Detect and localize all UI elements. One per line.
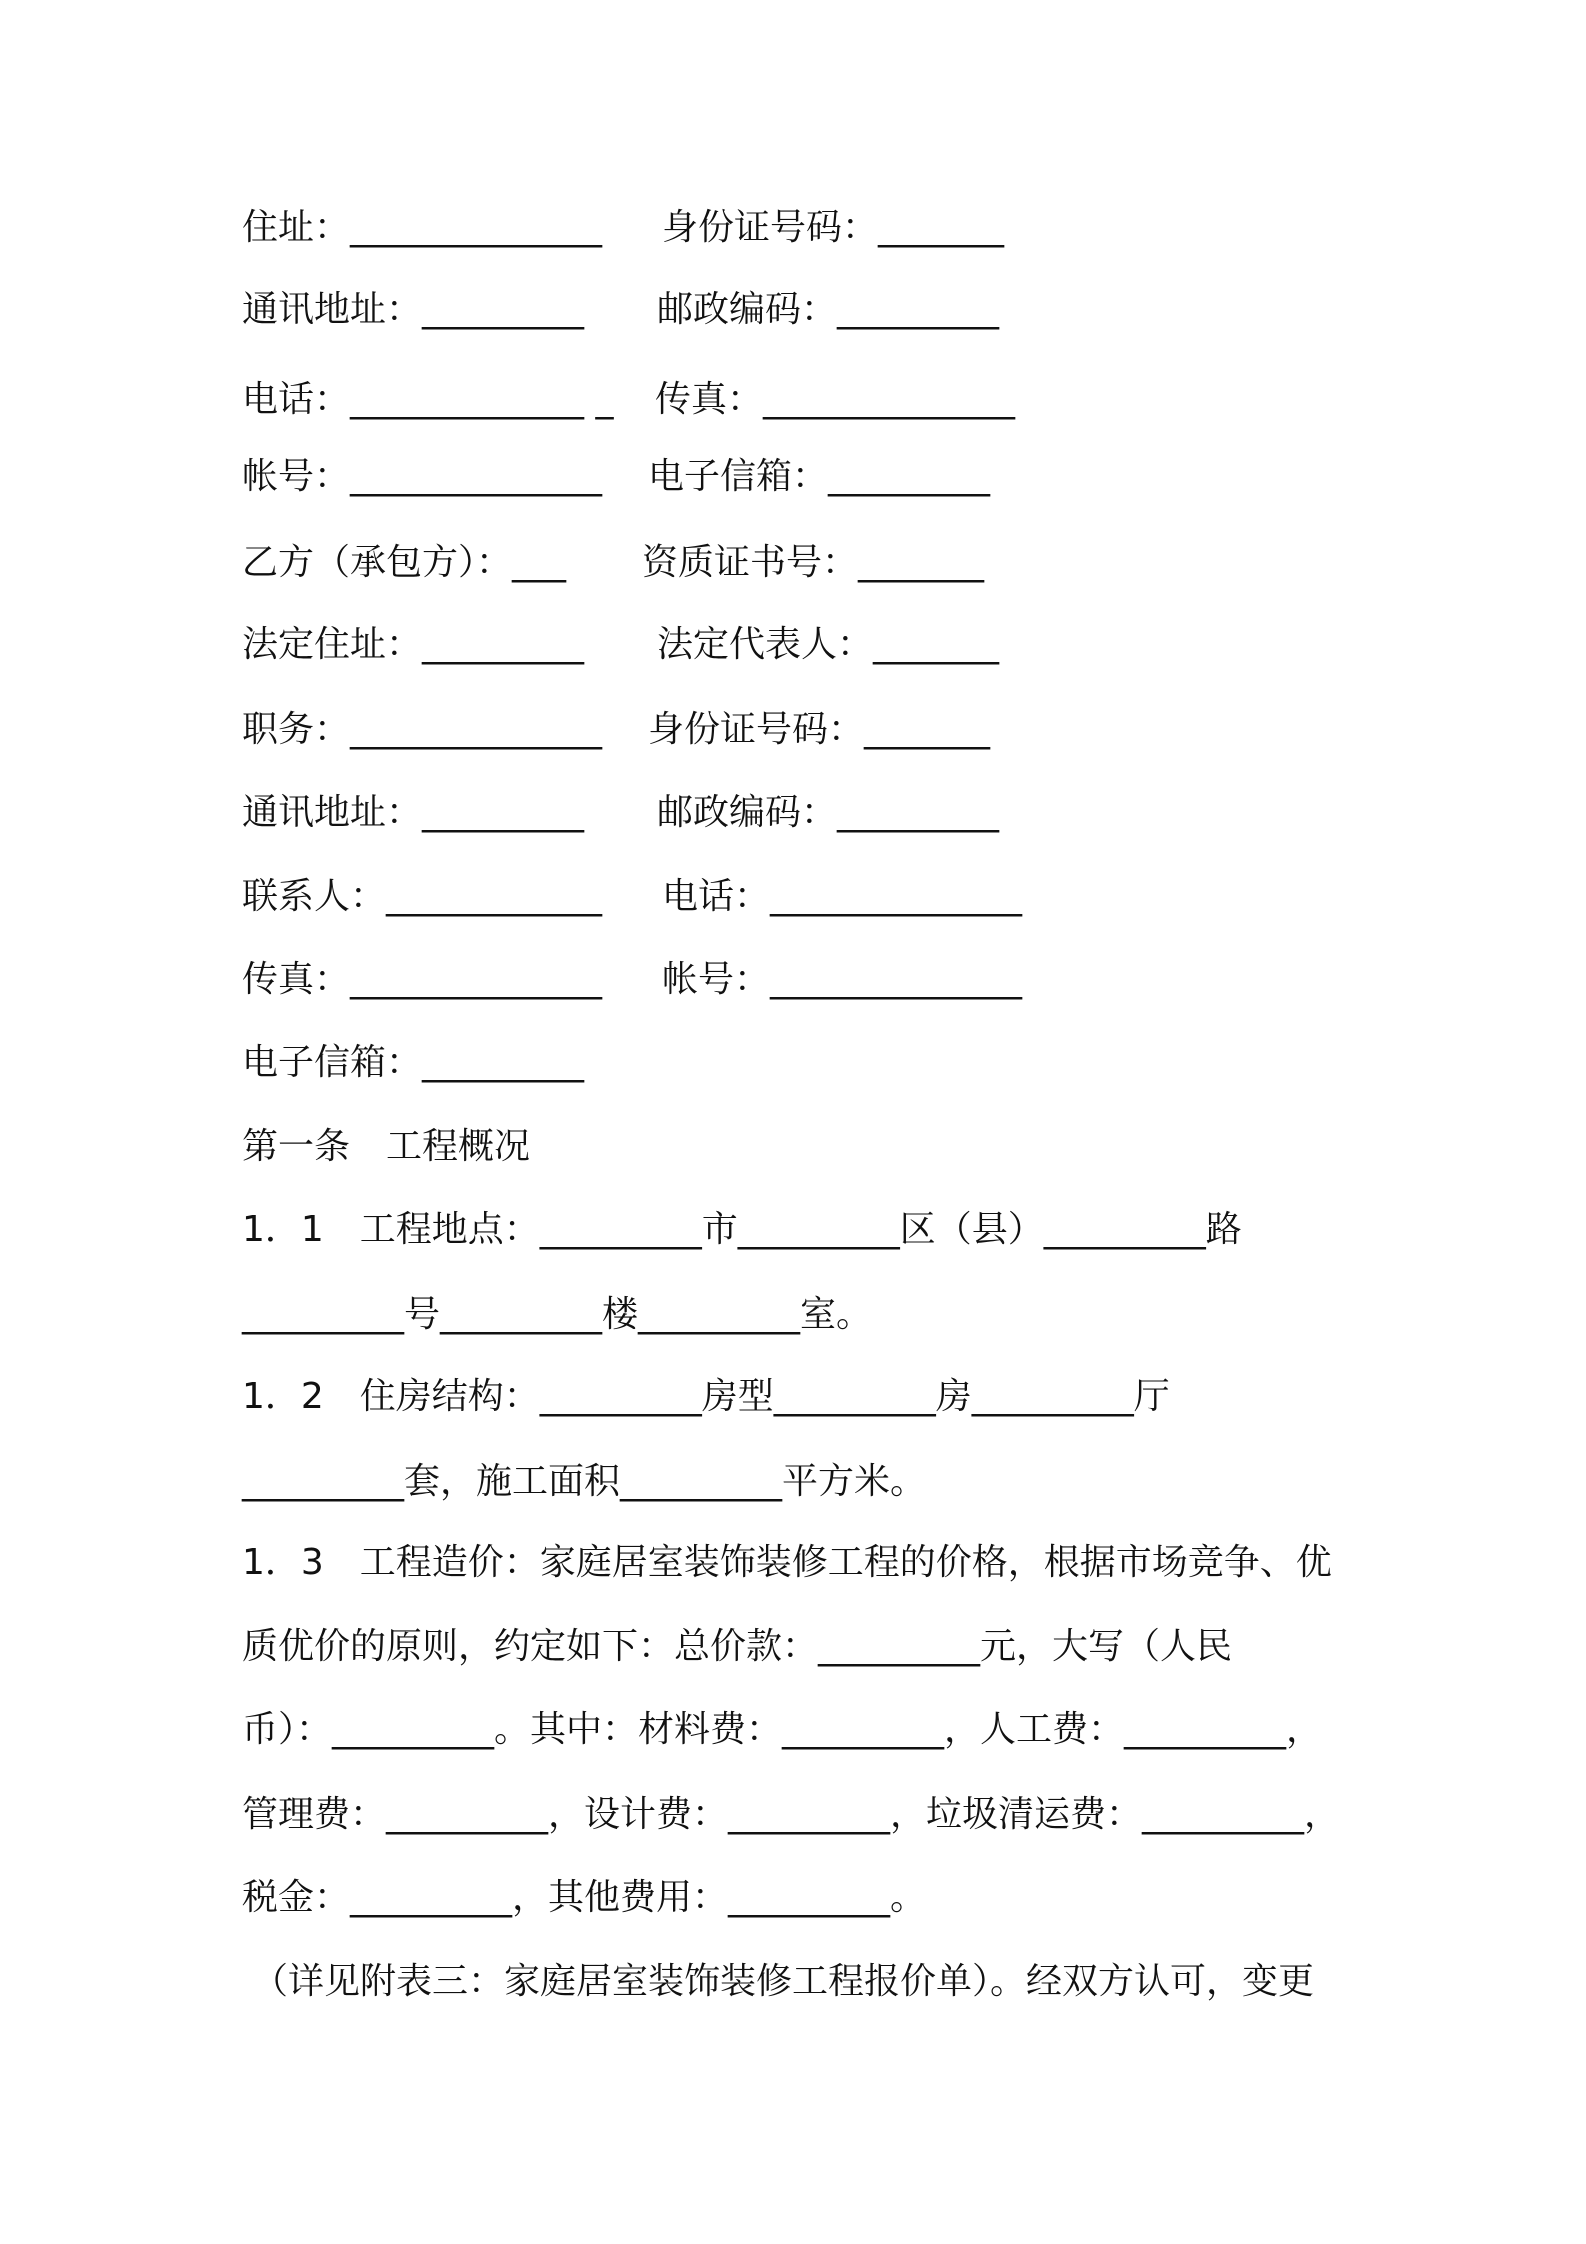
party-b-title: 乙方（承包方）：___ <box>242 542 567 583</box>
party-b-legal-address: 法定住址：_________ <box>242 624 585 665</box>
party-b-legal-rep: 法定代表人：_______ <box>657 624 1000 665</box>
party-a-email: 电子信箱：_________ <box>648 456 991 497</box>
item-1-1-line-1: 1．1 工程地点：_________市_________区（县）_________路 <box>242 1209 1242 1250</box>
item-1-3-line-2: 质优价的原则，约定如下：总价款：_________元，大写（人民 <box>242 1626 1233 1667</box>
item-1-1-line-2: _________号_________楼_________室。 <box>242 1294 872 1335</box>
party-b-email: 电子信箱：_________ <box>242 1042 585 1083</box>
item-1-3-line-5: 税金：_________，其他费用：_________。 <box>242 1877 927 1918</box>
party-b-mailing-address: 通讯地址：_________ <box>242 792 585 833</box>
party-a-postal-code: 邮政编码：_________ <box>657 289 1000 330</box>
party-a-phone: 电话：_____________ _ <box>242 379 614 420</box>
item-1-3-line-3: 币）：_________。其中：材料费：_________，人工费：_________， <box>242 1709 1323 1750</box>
party-a-id-number: 身份证号码：_______ <box>662 207 1005 248</box>
party-b-contact: 联系人：____________ <box>242 876 603 917</box>
party-b-account: 帐号：______________ <box>662 959 1023 1000</box>
party-a-mailing-address: 通讯地址：_________ <box>242 289 585 330</box>
party-b-cert-number: 资质证书号：_______ <box>642 542 985 583</box>
item-1-3-line-1: 1．3 工程造价：家庭居室装饰装修工程的价格，根据市场竞争、优 <box>242 1542 1332 1583</box>
party-a-fax: 传真：______________ <box>655 379 1016 420</box>
party-a-address: 住址：______________ <box>242 207 603 248</box>
party-b-id-number: 身份证号码：_______ <box>648 709 991 750</box>
party-b-postal-code: 邮政编码：_________ <box>657 792 1000 833</box>
item-1-3-line-6: （详见附表三：家庭居室装饰装修工程报价单）。经双方认可，变更 <box>252 1961 1315 2002</box>
item-1-2-line-2: _________套，施工面积_________平方米。 <box>242 1461 927 1502</box>
party-a-account: 帐号：______________ <box>242 456 603 497</box>
item-1-2-line-1: 1．2 住房结构：_________房型_________房_________厅 <box>242 1376 1170 1417</box>
party-b-phone: 电话：______________ <box>662 876 1023 917</box>
party-b-fax: 传真：______________ <box>242 959 603 1000</box>
item-1-3-line-4: 管理费：_________，设计费：_________，垃圾清运费：_________， <box>242 1794 1341 1835</box>
article-1-heading: 第一条 工程概况 <box>242 1126 531 1167</box>
party-b-position: 职务：______________ <box>242 709 603 750</box>
